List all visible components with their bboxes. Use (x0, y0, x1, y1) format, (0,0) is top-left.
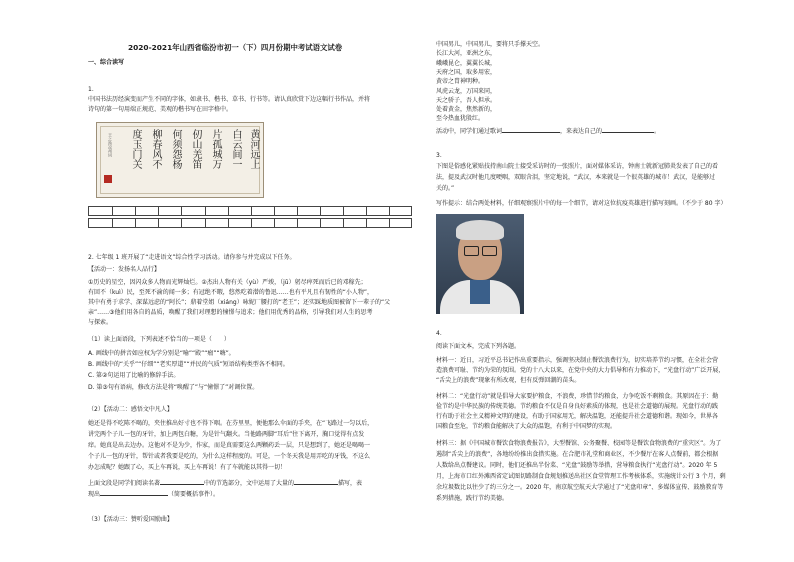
section-heading: 一、综合读写 (88, 59, 125, 66)
calligraphy-image (96, 122, 264, 198)
material-line: 系列措施，践行节约美德。 (436, 495, 509, 502)
option-d[interactable]: D. 第③句有语病，修改方法是将“唤醒了”与“憧憬了”对调位置。 (88, 384, 259, 391)
grid-row[interactable] (88, 218, 412, 228)
fill-in-line (88, 480, 362, 488)
question-number: 4. (436, 330, 442, 337)
fill-text: ，来表达自己的 (560, 128, 603, 135)
passage-line: 其中有勇于求学、深谋远虑的“阿长”；鼎着堂姐（xiáng）咏妮厂腰打的“老王”；还实踩地质图被留下一辈子的“父 (88, 299, 391, 306)
glasses-icon (482, 246, 497, 256)
activity-heading: （3）【活动三：赞听爱国励曲】 (88, 516, 173, 523)
option-b[interactable]: B. 画线中的“关乎”“仔细”“老实厚道”“并民的气质”短语结构类型各不相同。 (88, 361, 289, 368)
grid-cell-divider (228, 219, 229, 227)
question-text-line: 法，提及武汉时他几度哽咽，双眼含泪，坚定地说，“武汉，本来就是一个很英雄的城市！武汉，是能够过 (436, 174, 716, 181)
grid-cell-divider (205, 207, 206, 215)
calligraphy-column: 仞山羌笛 (190, 129, 201, 169)
question-text-line: 下图是俗感化紧贴技持南山院士接受采访时的一张照片，面对媒体采访，钟南士就新冠肺炎发表了自己的看 (436, 163, 719, 170)
passage-line: 个子儿一包的牙针，帮针或者我要是吃的，为什么这样程度的。可是，一个冬天我是用弄吃的牙钱，不这么 (88, 453, 371, 460)
fill-text: 活动中，同学们通过歌词 (436, 128, 503, 135)
answer-blank[interactable] (502, 132, 560, 133)
activity-heading: （2）【活动二：感悟文中凡人】 (88, 406, 173, 413)
question-intro: 阅读下面文本，完成下列各题。 (436, 343, 521, 350)
grid-cell-divider (158, 219, 159, 227)
material-line: 俭节约是中华民族的传统美德。节约粮食不仅是自身良好素质的体现，也是社会道德的展现。光盘行动的践 (436, 403, 719, 410)
grid-cell-divider (320, 207, 321, 215)
hair-shape (456, 220, 504, 240)
passage-line: 讲完两个子儿一包的牙针，加上两包白糖，为是针气翻火。当他路两脚“耳后”往下离开，胸口觉得有点发 (88, 431, 365, 438)
grid-cell-divider (366, 219, 367, 227)
answer-blank[interactable] (602, 132, 654, 133)
poem-line: 峨峨昆仑，翼翼长城， (436, 59, 497, 67)
grid-cell-divider (274, 207, 275, 215)
poem-line: 中国男儿，中国男儿，要将只手撑天空。 (436, 41, 545, 48)
exam-title: 2020-2021年山西省临汾市初一（下）四月份期中考试语文试卷 (128, 43, 343, 52)
question-number: 1. (88, 86, 94, 93)
grid-cell-divider (320, 219, 321, 227)
calligraphy-column: 黄河远上 (248, 129, 259, 169)
grid-cell-divider (366, 207, 367, 215)
fill-text: （简要概括事件）。 (168, 491, 220, 498)
fill-text: 。 (654, 128, 661, 135)
grid-cell-divider (228, 207, 229, 215)
sub-question: （1）读上面语段，下列表述不恰当的一项是（ ） (88, 336, 230, 343)
question-text-line: 诗句的第一句用端正规范、美观的楷书写在田字格中。 (88, 106, 233, 113)
material-line: “舌尖上的浪费”现象有所改观，但有反弹回潮的苗头。 (436, 377, 581, 384)
material-line: 材料三：据《中国城市餐饮食物浪费报告》，大型餐馆、公务聚餐、校园等是餐饮食物浪费的“重灾区”。为了 (436, 440, 722, 447)
passage-line: 有回不（kuì）民，至死不渝的闻一多；有冠绝不暇，悠然吃着潜的鲁迅……也有平凡且有韧性的“小人物”， (88, 289, 373, 296)
calligraphy-column: 柳春风不 (150, 129, 161, 169)
option-a[interactable]: A. 画线中的拼音如应权为学分别是“喻”“殿”“瘤”“嗨”。 (88, 350, 235, 357)
answer-blank[interactable] (160, 484, 204, 485)
question-intro: 2. 七年级 1 班开展了“走进语文”综合性学习活动。请你参与并完成以下任务。 (88, 254, 296, 261)
fill-text: 现出 (88, 491, 101, 498)
tianzige-writing-grid[interactable] (88, 206, 412, 230)
activity-heading: 【活动一：发扬名人品行】 (88, 266, 161, 273)
fill-in-line (88, 491, 219, 499)
portrait-photo (436, 214, 524, 314)
passage-line: 亲”……③他们用各自的品质，唤醒了我们对理想的憧憬与追求；他们用优秀的品格，引导我们对人生的思考 (88, 309, 373, 316)
fill-text: 中的节选部分，文中运用了大量的 (204, 480, 295, 487)
grid-cell-divider (297, 219, 298, 227)
material-line: 月，上海市口红外滩西省定试图切路制食食规划推送出社区食堂管理工作考核体系，实施统计公行 3 个月，剩 (436, 473, 726, 480)
grid-cell-divider (343, 219, 344, 227)
passage-line: 办怎成呢？她跟了心，买上车再说，买上车再说！有了车就能以其得一切！ (88, 464, 287, 471)
grid-cell-divider (274, 219, 275, 227)
material-line: 余垃圾数比以往少了约三分之一。2020 年，南京航空航天大学通过了“光盘印章”、多媒体宣传、鼓励教育等 (436, 484, 724, 491)
grid-cell-divider (135, 219, 136, 227)
poem-line: 风虎云龙，万国来同， (436, 87, 497, 95)
answer-blank[interactable] (100, 495, 168, 496)
grid-cell-divider (205, 219, 206, 227)
fill-text: 上面文段是同学们阅读名著 (88, 480, 161, 487)
grid-cell-divider (251, 219, 252, 227)
answer-blank[interactable] (294, 484, 338, 485)
grid-cell-divider (112, 207, 113, 215)
grid-cell-divider (135, 207, 136, 215)
calligraphy-column: 片孤城万 (210, 129, 221, 169)
tie-shape (470, 280, 490, 304)
question-number: 3. (436, 152, 442, 159)
material-line: 造浪费可耻、节约为荣的氛围。党的十八大以来，在党中央的大力倡导和有力推动下，“光盘行动”广泛开展， (436, 367, 725, 374)
passage-line: ①历史的星空，因闪众多人物而光辉灿烂。②杰出人物有关（yù）严竣，（jū）躬尽瘁死而后已的邓稼先； (88, 279, 367, 286)
material-line: 人数给出点餐建议。同时，他们还推出半份菜、“光盘”鼓励等举措，营导粮食执行“光盘行动”。2020 年 5 (436, 462, 718, 469)
material-line: 遏制“舌尖上的浪费”，各地纷纷推出食措实施。在合肥市礼堂和商业区，不少餐厅在客人点餐前，都会根据 (436, 451, 719, 458)
poem-line: 天之骄子，吾人担承。 (436, 96, 497, 104)
grid-cell-divider (251, 207, 252, 215)
material-line: 行有助于社会主义精神文明的建设，有助于国家用无，解决温饱，还能提升社会道德和谐。现如今，世界各 (436, 413, 719, 420)
calligraphy-column: 白云间一 (230, 129, 241, 169)
material-line: 材料二：“光盘行动”就是倡导大家要护粮食，不浪费，珍惜节约粮食，力争吃饭不剩粮食。其原因在于：勤 (436, 393, 719, 400)
passage-line: 她还是得不吃陈不喝的，夹住推出好寸也不得下咽。在芬里里，便他那么伞面的手夹，在“飞路过一匀以后， (88, 420, 374, 427)
grid-cell-divider (389, 219, 390, 227)
grid-cell-divider (389, 207, 390, 215)
poem-line: 黄帝之胄神明种。 (436, 78, 485, 86)
writing-prompt: 写作提示：结合两处材料，仔细观察照片中的每一个细节，请对这位抗疫英雄进行描写刻画。（不少于 80 字） (436, 200, 727, 207)
passage-line: 与探索。 (88, 319, 113, 326)
material-line: 材料一：近日，习近平总书记作出重要指示，强调坚决制止餐饮浪费行为，切实培养节约习惯，在全社会营 (436, 357, 719, 364)
poem-line: 天府之国，取多用宏， (436, 68, 497, 76)
seal-stamp-icon (104, 175, 112, 183)
passage-line: 痒。她真是出去边办。这他对不是为少，作家，而是真需要这么两颗药丢一层，只是想到了，她还是喝喝一 (88, 442, 371, 449)
grid-cell-divider (181, 219, 182, 227)
poem-line: 处着黄金，焦然新的， (436, 106, 497, 114)
grid-cell-divider (181, 207, 182, 215)
calligraphy-column: 何须怨杨 (170, 129, 181, 169)
option-c[interactable]: C. 第②句运用了比喻的修辞手法。 (88, 372, 180, 379)
calligraphy-signature: 王之涣凉州词 (108, 133, 113, 157)
grid-cell-divider (297, 207, 298, 215)
question-text-line: 关的。” (436, 185, 455, 192)
grid-cell-divider (343, 207, 344, 215)
poem-line: 至今热血犹殷红。 (436, 115, 485, 123)
calligraphy-column: 度玉门关 (130, 129, 141, 169)
question-text-line: 中国书法历经演变而产生不同的字体，如隶书、楷书、草书、行书等。请认真欣赏下边这幅行书作品，并将 (88, 96, 371, 103)
fill-text: 描写，表 (338, 480, 363, 487)
grid-cell-divider (112, 219, 113, 227)
fill-in-line (436, 128, 660, 136)
grid-row[interactable] (88, 206, 412, 216)
grid-cell-divider (158, 207, 159, 215)
poem-line: 长江大河，亚洲之东， (436, 50, 497, 58)
material-line: 国粮食至危，节约粮食能解决了大众的温饱，有利于中国梦的实现。 (436, 423, 617, 430)
glasses-icon (464, 246, 479, 256)
